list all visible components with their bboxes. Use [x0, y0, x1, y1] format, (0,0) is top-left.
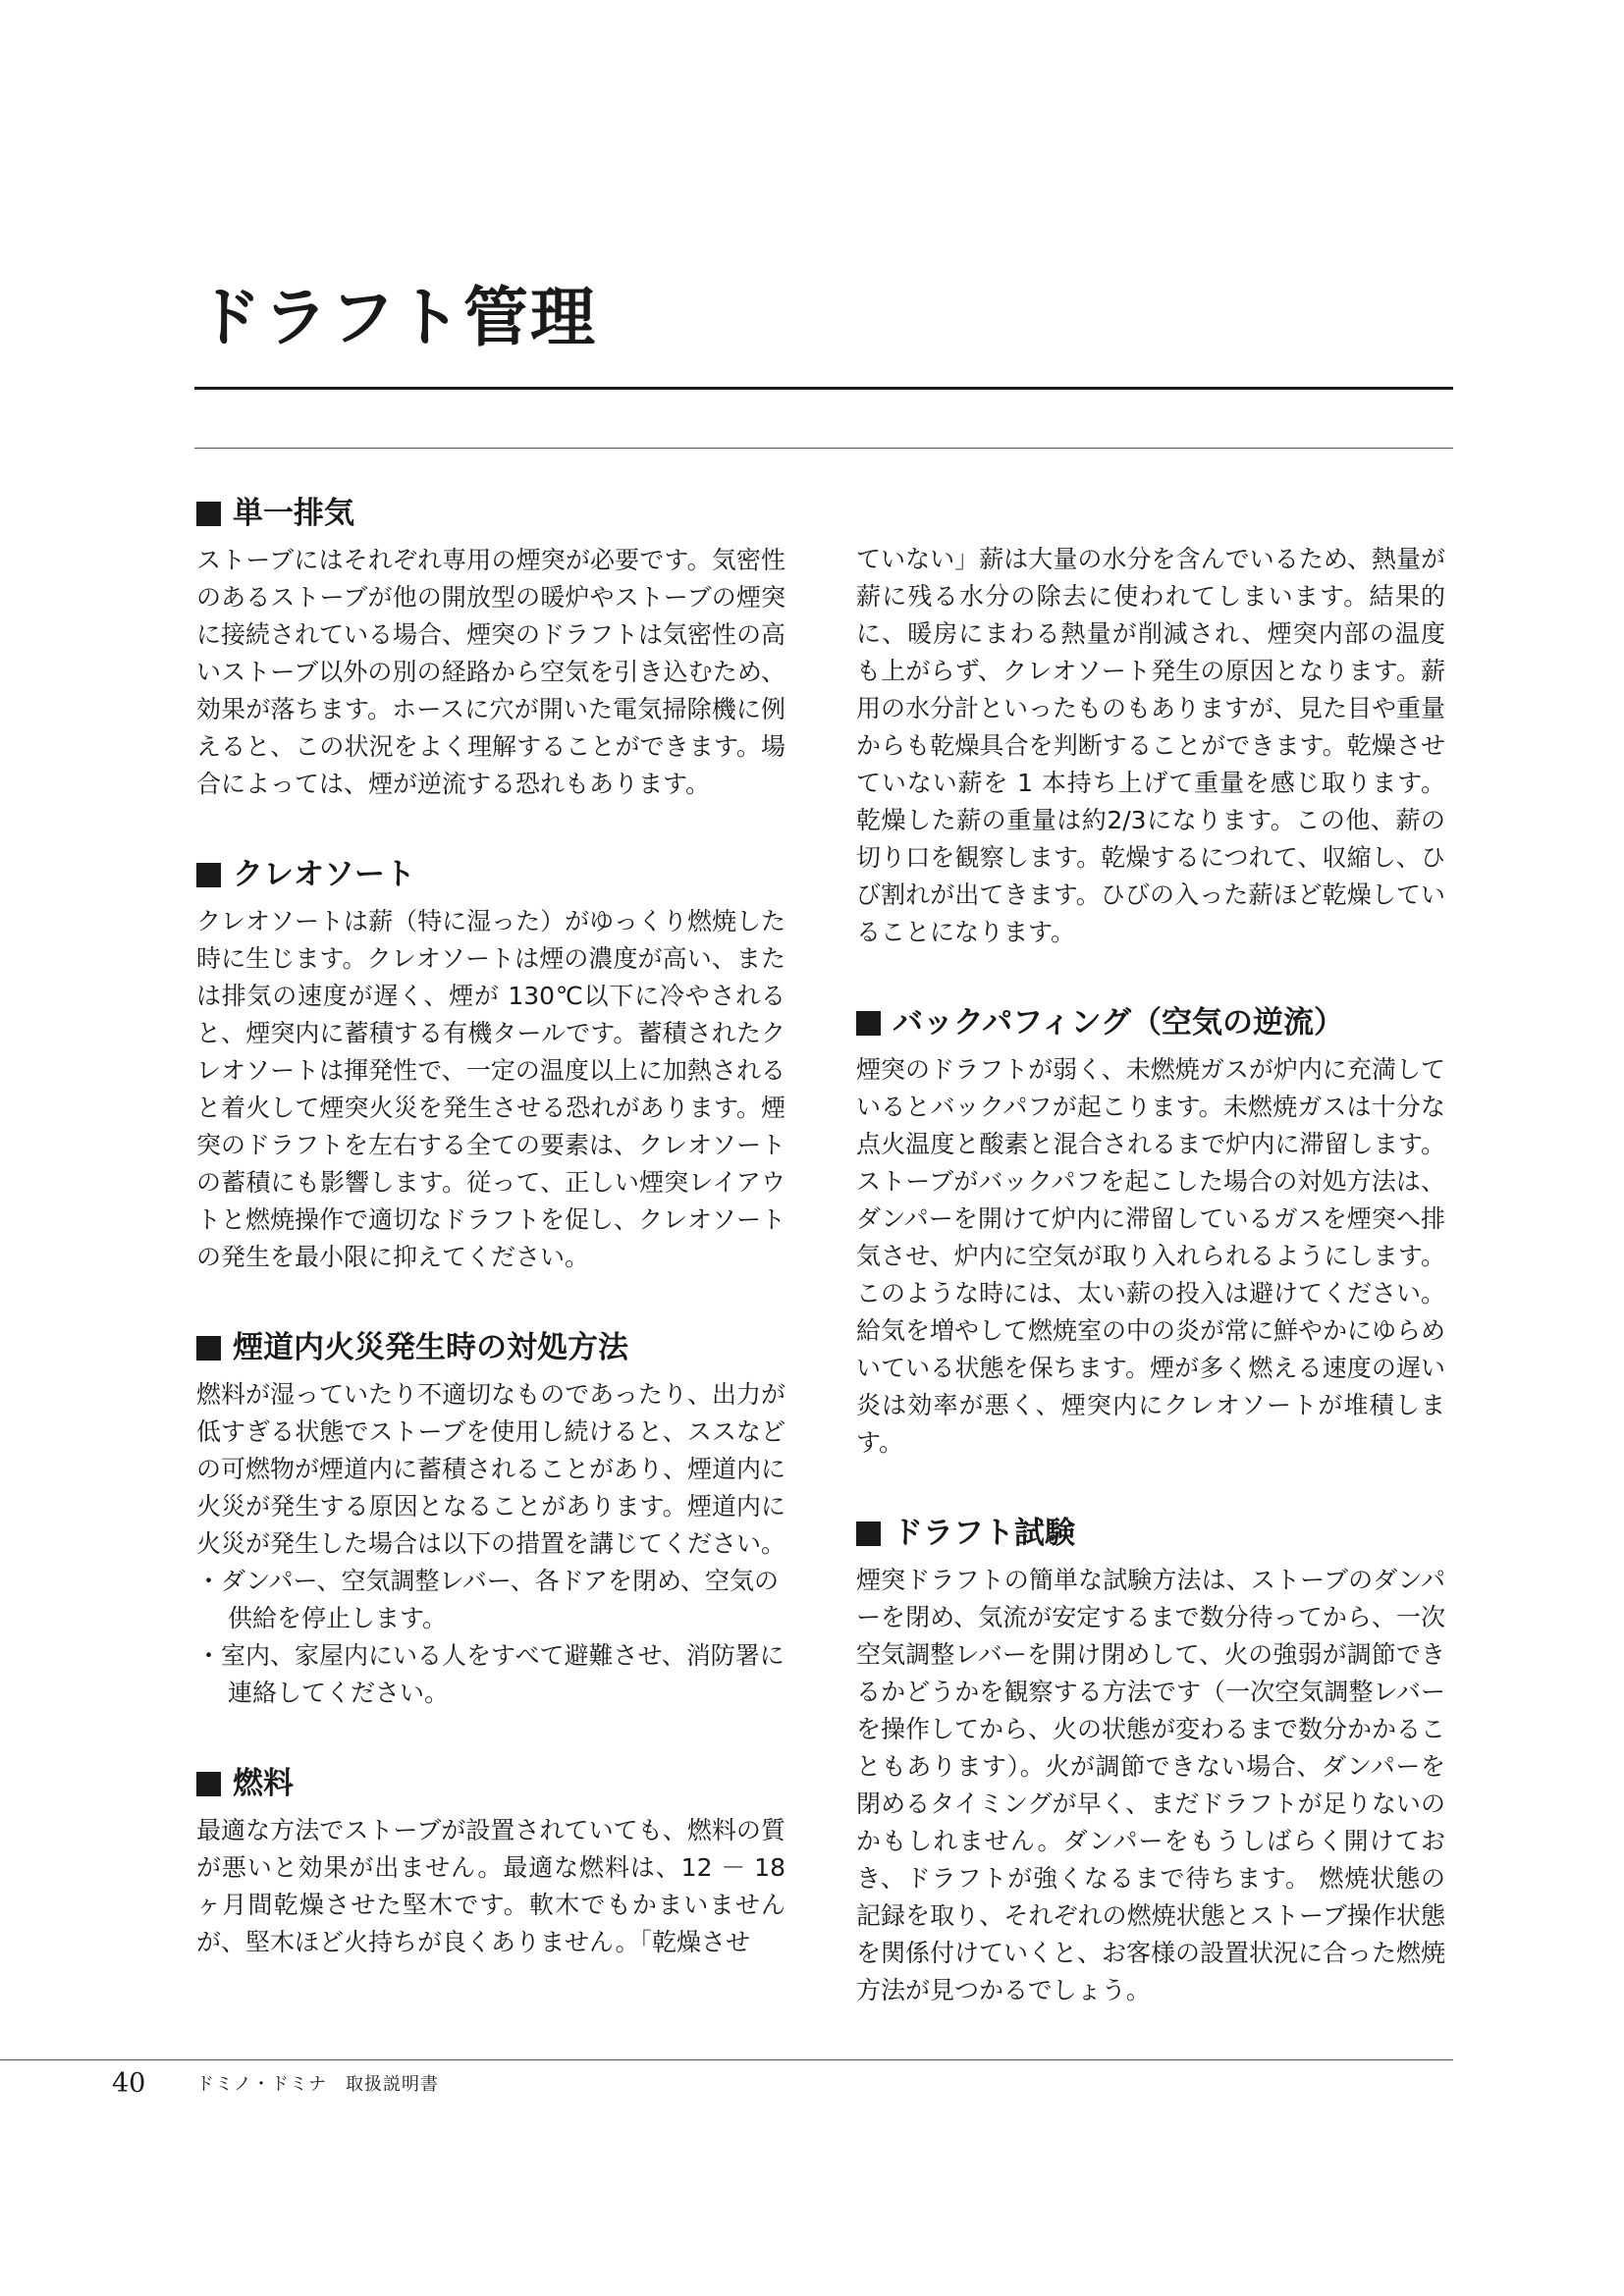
- page-number: 40: [112, 2068, 146, 2099]
- section-body: ストーブにはそれぞれ専用の煙突が必要です。気密性のあるストーブが他の開放型の暖炉やストーブの煙突に接続されている場合、煙突のドラフトは気密性の高いストーブ以外の別の経路から空気を引き込むため、効果が落ちます。ホースに穴が開いた電気掃除機に例えると、この状況をよく理解することができます。場合によっては、煙が逆流する恐れもあります。: [196, 546, 786, 798]
- section-body: 最適な方法でストーブが設置されていても、燃料の質が悪いと効果が出ません。最適な燃料は、12 － 18 ヶ月間乾燥させた堅木です。軟木でもかまいませんが、堅木ほど火持ちが良くありません。「乾燥させ: [196, 1816, 785, 1956]
- section-heading: [856, 1000, 1445, 1045]
- section-fuel: [196, 1761, 785, 1961]
- right-column: [856, 491, 1445, 2058]
- section-body: クレオソートは薪（特に湿った）がゆっくり燃焼した時に生じます。クレオソートは煙の濃度が高い、または排気の速度が遅く、煙が 130℃以下に冷やされると、煙突内に蓄積する有機タールです。蓄積されたクレオソートは揮発性で、一定の温度以上に加熱されると着火して煙突火災を発生させる恐れがあります。煙突のドラフトを左右する全ての要素は、クレオソートの蓄積にも影響します。従って、正しい煙突レイアウトと燃焼操作で適切なドラフトを促し、クレオソートの発生を最小限に抑えてください。: [196, 907, 786, 1271]
- section-heading-text: 燃料: [233, 1766, 294, 1801]
- list-item: ・ダンパー、空気調整レバー、各ドアを閉め、空気の供給を停止します。: [196, 1567, 780, 1632]
- section-heading-text: クレオソート: [233, 857, 415, 892]
- section-creosote: [196, 852, 785, 1276]
- section-body: 煙突のドラフトが弱く、未燃焼ガスが炉内に充満しているとバックパフが起こります。未燃焼ガスは十分な点火温度と酸素と混合されるまで炉内に滞留します。ストーブがバックパフを起こした場合の対処方法は、ダンパーを開けて炉内に滞留しているガスを煙突へ排気させ、炉内に空気が取り入れられるようにします。このような時には、太い薪の投入は避けてください。給気を増やして燃焼室の中の炎が常に鮮やかにゆらめいている状態を保ちます。煙が多く燃える速度の遅い炎は効率が悪く、煙突内にクレオソートが堆積します。: [856, 1055, 1446, 1457]
- section-flue-fire: [196, 1325, 785, 1712]
- section-fuel-continued: [856, 541, 1445, 951]
- section-heading: [856, 1511, 1445, 1556]
- measure-list: [196, 1563, 785, 1712]
- footer-rule: [0, 2059, 1453, 2060]
- square-bullet-icon: [196, 1772, 221, 1796]
- title-rule-thin: [194, 448, 1453, 449]
- section-heading-text: 煙道内火災発生時の対処方法: [233, 1330, 628, 1365]
- footer-doc-title: ドミノ・ドミナ 取扱説明書: [196, 2074, 439, 2095]
- square-bullet-icon: [196, 1336, 221, 1361]
- section-heading: [196, 852, 785, 897]
- section-heading-text: 単一排気: [233, 496, 354, 531]
- section-body: 煙突ドラフトの簡単な試験方法は、ストーブのダンパーを閉め、気流が安定するまで数分待ってから、一次空気調整レバーを開け閉めして、火の強弱が調節できるかどうかを観察する方法です（一次空気調整レバーを操作してから、火の状態が変わるまで数分かかることもあります）。火が調節できない場合、ダンパーを閉めるタイミングが早く、まだドラフトが足りないのかもしれません。ダンパーをもうしばらく開けておき、ドラフトが強くなるまで待ちます。 燃焼状態の記録を取り、それぞれの燃焼状態とストーブ操作状態を関係付けていくと、お客様の設置状況に合った燃焼方法が見つかるでしょう。: [856, 1566, 1446, 2004]
- square-bullet-icon: [856, 1522, 881, 1546]
- section-heading: [196, 1761, 785, 1806]
- section-heading-text: バックパフィング（空気の逆流）: [893, 1005, 1345, 1041]
- section-single-exhaust: [196, 491, 785, 803]
- square-bullet-icon: [196, 502, 221, 526]
- title-rule-thick: [194, 387, 1453, 390]
- square-bullet-icon: [856, 1011, 881, 1036]
- left-column: [196, 491, 785, 2010]
- section-heading-text: ドラフト試験: [893, 1516, 1075, 1551]
- section-backpuffing: [856, 1000, 1445, 1462]
- section-body: 燃料が湿っていたり不適切なものであったり、出力が低すぎる状態でストーブを使用し続けると、ススなどの可燃物が煙道内に蓄積されることがあり、煙道内に火災が発生する原因となることがあります。煙道内に火災が発生した場合は以下の措置を講じてください。: [196, 1380, 786, 1558]
- section-body: ていない」薪は大量の水分を含んでいるため、熱量が薪に残る水分の除去に使われてしまいます。結果的に、暖房にまわる熱量が削減され、煙突内部の温度も上がらず、クレオソート発生の原因となります。薪用の水分計といったものもありますが、見た目や重量からも乾燥具合を判断することができます。乾燥させていない薪を 1 本持ち上げて重量を感じ取ります。乾燥した薪の重量は約2/3になります。この他、薪の切り口を観察します。乾燥するにつれて、収縮し、ひび割れが出てきます。ひびの入った薪ほど乾燥していることになります。: [856, 545, 1446, 946]
- section-heading: [196, 491, 785, 536]
- section-heading: [196, 1325, 785, 1370]
- section-draft-test: [856, 1511, 1445, 2009]
- square-bullet-icon: [196, 863, 221, 887]
- page-title: ドラフト管理: [196, 279, 597, 355]
- list-item: ・室内、家屋内にいる人をすべて避難させ、消防署に連絡してください。: [196, 1641, 785, 1707]
